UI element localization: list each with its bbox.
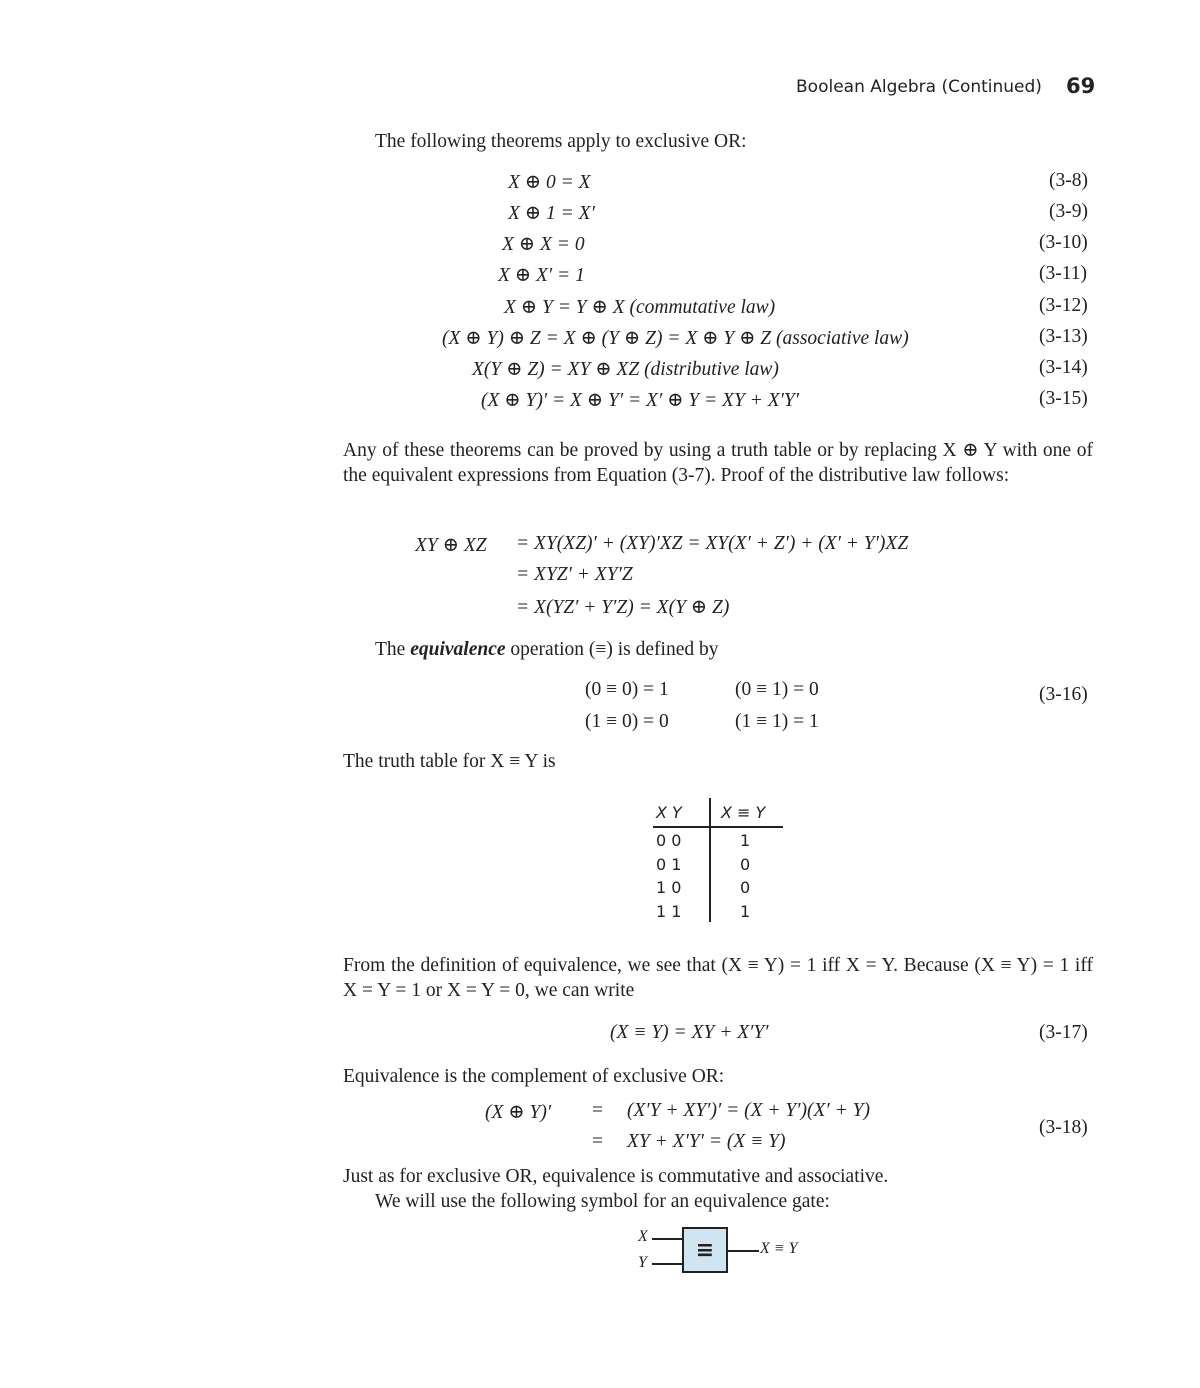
truth-table-header-out: X ≡ Y — [721, 803, 766, 822]
equiv-def-post: operation (≡) is defined by — [505, 639, 719, 660]
eq-num-3-16: (3-16) — [1039, 684, 1088, 705]
table-row-out: 1 — [740, 902, 751, 921]
gate-input-x-label: X — [638, 1228, 648, 1245]
proof-line-2: = XYZ′ + XY′Z — [516, 564, 633, 585]
proof-line-1: = XY(XZ)′ + (XY)′XZ = XY(X′ + Z′) + (X′ + Y′)XZ — [516, 533, 909, 554]
equivalence-gate-symbol: ≡ — [695, 1237, 715, 1263]
eq-num-3-15: (3-15) — [1039, 388, 1088, 409]
equiv-def-line — [375, 639, 719, 661]
eq-318-lhs: (X ⊕ Y)′ — [485, 1102, 552, 1123]
equiv-cell-10: (1 ≡ 0) = 0 — [585, 711, 669, 732]
closing-line-1: Just as for exclusive OR, equivalence is commutative and associative. — [343, 1166, 889, 1187]
theorem-3-10: X ⊕ X = 0 — [502, 234, 585, 255]
table-row-xy: 0 1 — [656, 855, 682, 874]
equiv-cell-11: (1 ≡ 1) = 1 — [735, 711, 819, 732]
running-title: Boolean Algebra (Continued) — [796, 77, 1042, 97]
theorem-3-13: (X ⊕ Y) ⊕ Z = X ⊕ (Y ⊕ Z) = X ⊕ Y ⊕ Z (associative law) — [442, 328, 909, 349]
xor-intro: The following theorems apply to exclusive OR: — [375, 131, 747, 152]
eq-318-line-1: (X′Y + XY′)′ = (X + Y′)(X′ + Y) — [627, 1100, 870, 1121]
eq-318-line-2: XY + X′Y′ = (X ≡ Y) — [627, 1131, 786, 1152]
gate-output-wire — [728, 1250, 759, 1252]
eq-num-3-18: (3-18) — [1039, 1117, 1088, 1138]
theorem-3-8: X ⊕ 0 = X — [508, 172, 591, 193]
eq-num-3-11: (3-11) — [1039, 263, 1088, 284]
theorem-3-14: X(Y ⊕ Z) = XY ⊕ XZ (distributive law) — [472, 359, 779, 380]
gate-input-y-wire — [652, 1263, 683, 1265]
from-definition-paragraph: From the definition of equivalence, we see that (X ≡ Y) = 1 iff X = Y. Because (X ≡ Y) = 1 iff X = Y = 1 or X = Y = 0, we can write — [343, 955, 1093, 1001]
equiv-def-term: equivalence — [410, 639, 506, 660]
gate-input-y-label: Y — [638, 1254, 647, 1271]
closing-line-2: We will use the following symbol for an equivalence gate: — [375, 1191, 830, 1212]
truth-table-header-xy: X Y — [656, 803, 682, 822]
table-row-xy: 1 1 — [656, 902, 682, 921]
equivalence-gate-box — [682, 1227, 728, 1273]
eq-num-3-14: (3-14) — [1039, 357, 1088, 378]
eq-num-3-8: (3-8) — [1049, 170, 1088, 191]
eq-318-equals-1: = — [592, 1100, 603, 1121]
eq-num-3-13: (3-13) — [1039, 326, 1088, 347]
theorem-3-15: (X ⊕ Y)′ = X ⊕ Y′ = X′ ⊕ Y = XY + X′Y′ — [481, 390, 799, 411]
table-row-out: 1 — [740, 831, 751, 850]
proof-line-3: = X(YZ′ + Y′Z) = X(Y ⊕ Z) — [516, 597, 730, 618]
truth-table-vrule — [709, 798, 711, 922]
table-row-xy: 1 0 — [656, 878, 682, 897]
eq-num-3-12: (3-12) — [1039, 295, 1088, 316]
eq-num-3-10: (3-10) — [1039, 232, 1088, 253]
page-number: 69 — [1066, 74, 1096, 98]
truth-table-hrule — [653, 826, 783, 828]
eq-318-equals-2: = — [592, 1131, 603, 1152]
equation-3-17: (X ≡ Y) = XY + X′Y′ — [610, 1022, 769, 1043]
gate-output-label: X ≡ Y — [760, 1240, 798, 1257]
table-row-xy: 0 0 — [656, 831, 682, 850]
table-row-out: 0 — [740, 878, 751, 897]
truth-table-intro: The truth table for X ≡ Y is — [343, 751, 556, 772]
table-row-out: 0 — [740, 855, 751, 874]
theorem-3-9: X ⊕ 1 = X′ — [508, 203, 595, 224]
complement-intro: Equivalence is the complement of exclusive OR: — [343, 1066, 725, 1087]
proof-intro-paragraph: Any of these theorems can be proved by using a truth table or by replacing X ⊕ Y with one of the equivalent expressions from Equation (3-7). Proof of the distributive law follows: — [343, 440, 1093, 486]
eq-num-3-9: (3-9) — [1049, 201, 1088, 222]
equiv-cell-00: (0 ≡ 0) = 1 — [585, 679, 669, 700]
theorem-3-12: X ⊕ Y = Y ⊕ X (commutative law) — [504, 297, 776, 318]
eq-num-3-17: (3-17) — [1039, 1022, 1088, 1043]
equiv-cell-01: (0 ≡ 1) = 0 — [735, 679, 819, 700]
equiv-def-pre: The — [375, 639, 411, 660]
theorem-3-11: X ⊕ X′ = 1 — [498, 265, 585, 286]
gate-input-x-wire — [652, 1238, 683, 1240]
proof-lhs: XY ⊕ XZ — [415, 535, 487, 556]
